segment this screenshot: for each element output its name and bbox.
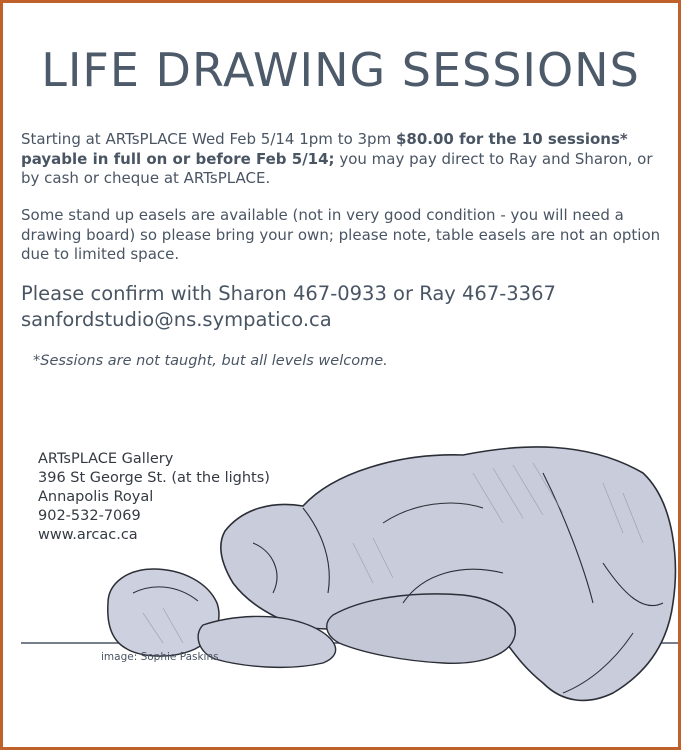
intro-text-start: Starting at ARTsPLACE Wed Feb 5/14 1pm to 3pm <box>21 130 396 148</box>
easels-paragraph: Some stand up easels are available (not in very good condition - you will need a drawing board) so please bring your own; please note, table easels are not an option due to limited space. <box>21 206 661 263</box>
town: Annapolis Royal <box>38 489 154 505</box>
sessions-note: *Sessions are not taught, but all levels welcome. <box>33 353 388 369</box>
confirm-line: Please confirm with Sharon 467-0933 or Ray 467-3367 <box>21 282 556 305</box>
intro-price-text: $80.00 for the 10 sessions* payable in full on or before Feb 5/14; <box>21 130 628 168</box>
street-address: 396 St George St. (at the lights) <box>38 470 270 486</box>
phone-number: 902-532-7069 <box>38 508 141 524</box>
contact-block <box>21 281 556 333</box>
intro-paragraph <box>21 130 671 189</box>
website-link[interactable]: www.arcac.ca <box>38 527 138 543</box>
gallery-name: ARTsPLACE Gallery <box>38 451 174 467</box>
page-title: LIFE DRAWING SESSIONS <box>41 43 640 97</box>
email-link[interactable]: sanfordstudio@ns.sympatico.ca <box>21 308 332 331</box>
address-block <box>38 450 270 545</box>
intro-text-end: you may pay direct to Ray and Sharon, or by cash or cheque at ARTsPLACE. <box>21 149 653 187</box>
image-credit: image: Sophie Paskins <box>101 651 219 663</box>
